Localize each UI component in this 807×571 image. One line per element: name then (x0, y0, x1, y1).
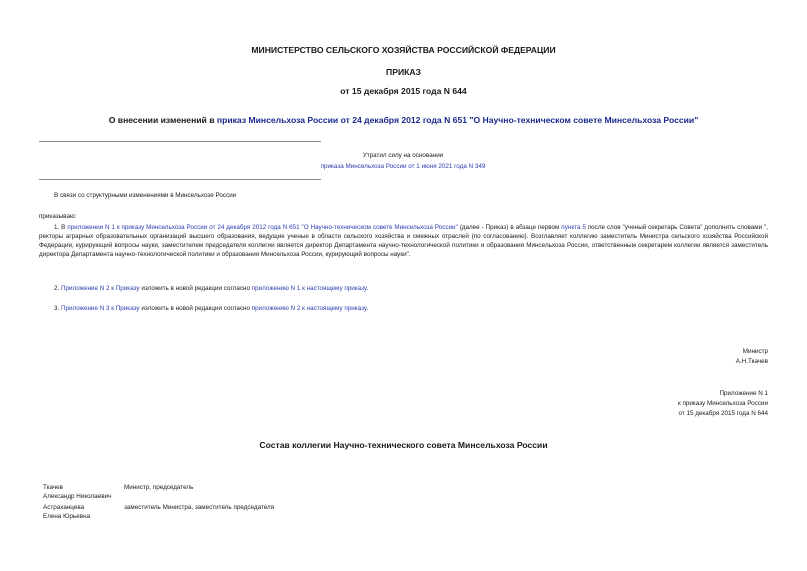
item-2 (54, 285, 368, 293)
item-1-start: 1. В (54, 224, 68, 231)
item-1 (39, 223, 768, 259)
item-3-mid: изложить в новой редакции согласно (139, 305, 252, 312)
item-1-rest: после слов "ученый секретарь Совета" дополнить словами ", ректоры аграрных образовательных организаций высшего образования, ведущие ученые в области сельского хозяйства и смежных отраслей (по согласованию). Возглавляет коллегию заместитель Министра сельского хозяйства Российской Федерации, курирующий вопросы науки, заместителем председателя коллегии является директор Департамента научно-технологической политики и образования Минсельхоза России, ответственным секретарем коллегии является заместитель директора Департамента научно-технологической политики и образования Минсельхоза России, курирующий вопросы науки". (39, 224, 768, 259)
appendix-ref: к приказу Минсельхоза России (677, 400, 768, 407)
item-3 (54, 305, 368, 313)
appendix-title: Состав коллегии Научно-технического совета Минсельхоза России (259, 440, 548, 450)
member-given-name: Елена Юрьевна (43, 513, 91, 520)
item-2-start: 2. (54, 285, 62, 292)
signature-position: Министр (742, 348, 768, 355)
document-date-number: от 15 декабря 2015 года N 644 (340, 86, 467, 96)
preamble: В связи со структурными изменениями в Минсельхозе России (54, 192, 237, 199)
item-1-link-point[interactable]: пункта 5 (561, 224, 586, 231)
item-1-mid: (далее - Приказ) в абзаце первом (457, 224, 562, 231)
member-given-name: Александр Николаевич (43, 493, 112, 500)
order-word: приказываю: (39, 213, 77, 220)
appendix-label: Приложение N 1 (719, 390, 768, 397)
member-surname: Ткачев (43, 484, 63, 491)
member-role: заместитель Министра, заместитель председателя (124, 504, 275, 511)
status-note-link-wrap (280, 163, 526, 171)
divider-top (39, 141, 321, 142)
subject-prefix: О внесении изменений в (108, 115, 217, 125)
item-2-link-appendix[interactable]: Приложение N 2 к Приказу (61, 285, 140, 292)
signature-name: А.Н.Ткачев (735, 358, 768, 365)
divider-bottom (39, 179, 321, 180)
item-1-link-appendix[interactable]: приложении N 1 к приказу Минсельхоза России от 24 декабря 2012 года N 651 "О Научно-техническом совете Минсельхоза России" (67, 224, 458, 231)
document-type: ПРИКАЗ (386, 67, 421, 77)
item-2-mid: изложить в новой редакции согласно (139, 285, 252, 292)
item-3-link-order[interactable]: приложению N 2 к настоящему приказу (251, 305, 367, 312)
ministry-title: МИНИСТЕРСТВО СЕЛЬСКОГО ХОЗЯЙСТВА РОССИЙСКОЙ ФЕДЕРАЦИИ (251, 45, 556, 55)
item-2-link-order[interactable]: приложению N 1 к настоящему приказу (251, 285, 367, 292)
subject-link[interactable]: приказ Минсельхоза России от 24 декабря 2012 года N 651 "О Научно-техническом совете Минсельхоза России" (216, 115, 699, 125)
item-3-end: . (366, 305, 369, 312)
appendix-date: от 15 декабря 2015 года N 644 (678, 410, 768, 417)
item-2-end: . (366, 285, 369, 292)
item-3-start: 3. (54, 305, 62, 312)
member-role: Министр, председатель (124, 484, 194, 491)
item-3-link-appendix[interactable]: Приложение N 3 к Приказу (61, 305, 140, 312)
status-note-link[interactable]: приказа Минсельхоза России от 1 июня 2021 года N 349 (320, 163, 486, 170)
status-note-text: Утратил силу на основании (362, 152, 444, 159)
member-surname: Астраханцева (43, 504, 85, 511)
document-subject (0, 115, 807, 126)
